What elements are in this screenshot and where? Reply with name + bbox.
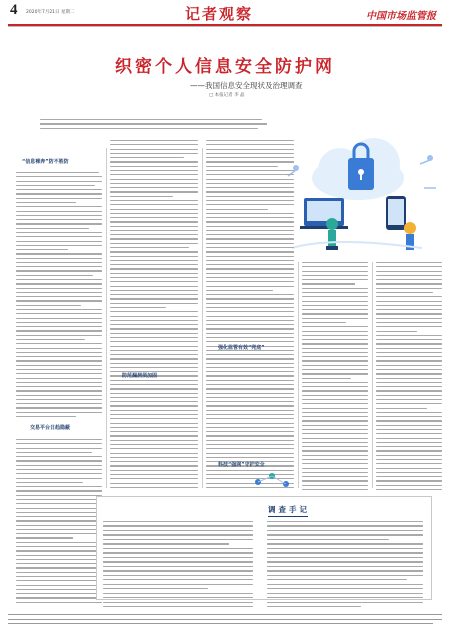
newspaper-logo: 中国市场监管报 [366,11,436,22]
footer [8,619,442,629]
section-heading-2: 交易平台日趋隐蔽 [30,425,71,431]
column-divider [298,262,299,488]
column-5 [376,262,442,490]
network-icon [250,470,294,494]
masthead-rule-thin [8,26,442,27]
column-4 [302,262,368,490]
section-heading-4: 强化监管有效“兜底” [218,345,265,351]
column-divider [202,148,203,488]
column-divider [372,262,373,488]
column-3 [206,140,294,490]
commentary-box [96,496,432,600]
commentary-title-rule [268,516,308,517]
network-figure [250,470,294,494]
column-2 [110,140,198,490]
commentary-title: 调查手记 [268,505,310,514]
section-heading-3: 防范漏洞须加固 [122,373,158,379]
masthead [0,0,450,26]
headline: 织密个人信息安全防护网 [115,57,335,77]
column-divider [106,148,107,488]
section-title: 记者观察 [185,5,254,23]
cloud-security-icon [270,128,442,258]
footer-rule [8,614,442,615]
issue-date: 2020年7月21日 星期二 [26,10,75,15]
intro-paragraph [40,102,267,132]
page-number: 4 [10,2,18,18]
column-1 [16,148,102,604]
section-heading-5: 科技“强网”守护安全 [218,462,265,468]
subheadline: ——我国信息安全现状及治理调查 [190,81,303,90]
section-heading-1: “信息裸奔”防不胜防 [22,159,69,165]
security-illustration [270,128,442,258]
byline: □ 本报记者 李 晶 [209,93,245,98]
